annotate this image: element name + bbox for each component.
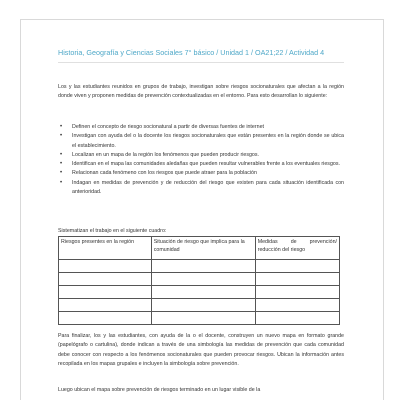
table-cell	[151, 260, 255, 273]
table-cell	[59, 273, 152, 286]
table-cell	[59, 312, 152, 325]
list-item: • Localizan en un mapa de la región los fenómenos que pueden producir riesgos.	[58, 151, 344, 160]
table-header-row	[59, 237, 340, 260]
table-cell	[151, 286, 255, 299]
table-row	[59, 286, 340, 299]
table-cell	[59, 286, 152, 299]
header-divider	[58, 62, 344, 63]
list-item: • Definen el concepto de riesgo socionatural a partir de diversas fuentes de internet	[58, 123, 344, 132]
table-cell	[255, 260, 339, 273]
closing-paragraph-continued: Luego ubican el mapa sobre prevención de riesgos terminado en un lugar visible de la	[58, 387, 261, 393]
table-cell	[255, 286, 339, 299]
table-header-cell: Situación de riesgo que implica para la comunidad	[151, 237, 255, 260]
table-row	[59, 273, 340, 286]
table-cell	[151, 273, 255, 286]
table-row	[59, 312, 340, 325]
table-cell	[255, 273, 339, 286]
intro-paragraph: Los y las estudiantes reunidos en grupos de trabajo, investigan sobre riesgos socionaturales que afectan a la región donde viven y proponen medidas de prevención contextualizadas en el entorno. Para esto desarrollan lo siguiente:	[58, 84, 344, 100]
list-item: • Relacionan cada fenómeno con los riesgos que puede atraer para la población	[58, 169, 344, 178]
list-item: • Identifican en el mapa las comunidades aledañas que pueden resultar vulnerables frente a los eventuales riesgos.	[58, 160, 344, 169]
table-cell	[59, 299, 152, 312]
list-item: • Indagan en medidas de prevención y de reducción del riesgo que existen para cada situación identificada con anterioridad.	[58, 179, 344, 198]
list-item: • Investigan con ayuda del o la docente los riesgos socionaturales que están presentes en la región donde se ubica el establecimiento.	[58, 132, 344, 151]
activity-steps-list	[58, 123, 344, 197]
table-row	[59, 260, 340, 273]
table-header-cell: Riesgos presentes en la región	[59, 237, 152, 260]
table-cell	[151, 312, 255, 325]
table-row	[59, 299, 340, 312]
closing-paragraph: Para finalizar, los y las estudiantes, con ayuda de la o el docente, construyen un nuevo mapa en formato grande (papelógrafo o cartulina), donde indican a través de una simbología las medidas de prevención que cada comunidad debe conocer con respecto a los fenómenos socionaturales que pueden provocar riesgos. Ubican la información antes recopilada en los mapas grupales e incluyen la simbología sobre prevención.	[58, 333, 344, 367]
breadcrumb: Historia, Geografía y Ciencias Sociales 7° básico / Unidad 1 / OA21;22 / Actividad 4	[58, 48, 325, 57]
table-cell	[255, 299, 339, 312]
table-cell	[255, 312, 339, 325]
table-cell	[151, 299, 255, 312]
table-cell	[59, 260, 152, 273]
table-header-cell: Medidas de prevención/ reducción del riesgo	[255, 237, 339, 260]
table-caption: Sistematizan el trabajo en el siguiente cuadro:	[58, 228, 167, 234]
risk-table	[58, 236, 340, 325]
